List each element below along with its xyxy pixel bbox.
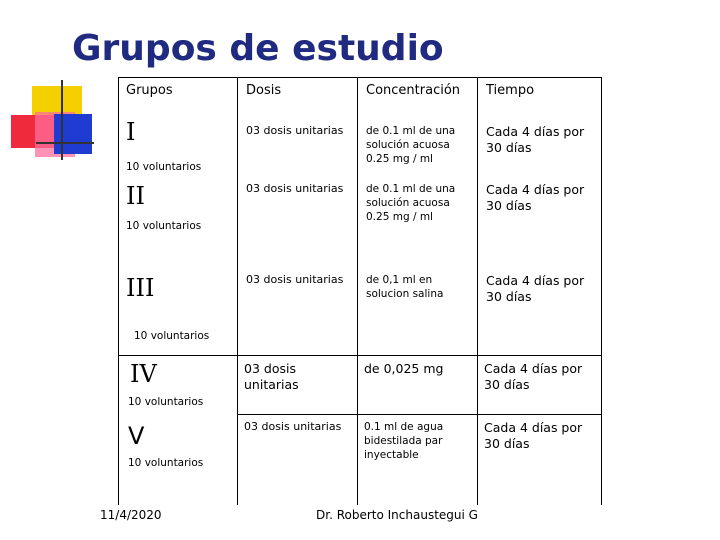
group-volunteers: 10 voluntarios xyxy=(128,396,204,408)
concentration-cell: de 0,1 ml en solucion salina xyxy=(366,274,444,300)
time-cell: Cada 4 días por 30 días xyxy=(486,182,585,213)
header-dosis: Dosis xyxy=(246,83,282,98)
decor-vertical-line xyxy=(61,80,63,160)
footer-author: Dr. Roberto Inchaustegui G xyxy=(316,508,478,522)
decor-blue-square xyxy=(54,114,92,154)
group-volunteers: 10 voluntarios xyxy=(126,220,202,232)
concentration-cell: de 0,025 mg xyxy=(364,361,444,376)
time-cell: Cada 4 días por 30 días xyxy=(484,420,583,451)
group-label: IV xyxy=(130,360,157,388)
table-divider-2 xyxy=(357,77,358,505)
table-top-border xyxy=(118,77,602,78)
slide-title: Grupos de estudio xyxy=(72,28,444,69)
footer-date: 11/4/2020 xyxy=(100,508,162,522)
dose-cell: 03 dosis unitarias xyxy=(246,182,344,195)
table-left-border xyxy=(118,77,119,505)
dose-cell: 03 dosis unitarias xyxy=(246,273,344,286)
header-grupos: Grupos xyxy=(126,83,173,98)
group-label: II xyxy=(126,182,145,210)
group-volunteers: 10 voluntarios xyxy=(128,457,204,469)
group-volunteers: 10 voluntarios xyxy=(134,330,210,342)
table-right-border xyxy=(601,77,602,505)
concentration-cell: de 0.1 ml de una solución acuosa 0.25 mg / ml xyxy=(366,183,456,223)
table-row-divider xyxy=(237,414,601,415)
dose-cell: 03 dosis unitarias xyxy=(246,124,344,137)
table-row-divider xyxy=(118,355,602,356)
concentration-cell: de 0.1 ml de una solución acuosa 0.25 mg / ml xyxy=(366,125,456,165)
dose-cell: 03 dosis unitarias xyxy=(244,420,342,433)
group-volunteers: 10 voluntarios xyxy=(126,161,202,173)
dose-cell: 03 dosis unitarias xyxy=(244,361,299,392)
time-cell: Cada 4 días por 30 días xyxy=(486,273,585,304)
table-divider-1 xyxy=(237,77,238,505)
group-label: V xyxy=(128,422,145,450)
time-cell: Cada 4 días por 30 días xyxy=(484,361,583,392)
header-tiempo: Tiempo xyxy=(486,83,535,98)
group-label: III xyxy=(126,274,155,302)
concentration-cell: 0.1 ml de agua bidestilada par inyectable xyxy=(364,421,444,461)
header-concentracion: Concentración xyxy=(366,83,461,98)
table-divider-3 xyxy=(477,77,478,505)
time-cell: Cada 4 días por 30 días xyxy=(486,124,585,155)
decor-horizontal-line xyxy=(36,142,94,144)
group-label: I xyxy=(126,118,136,146)
